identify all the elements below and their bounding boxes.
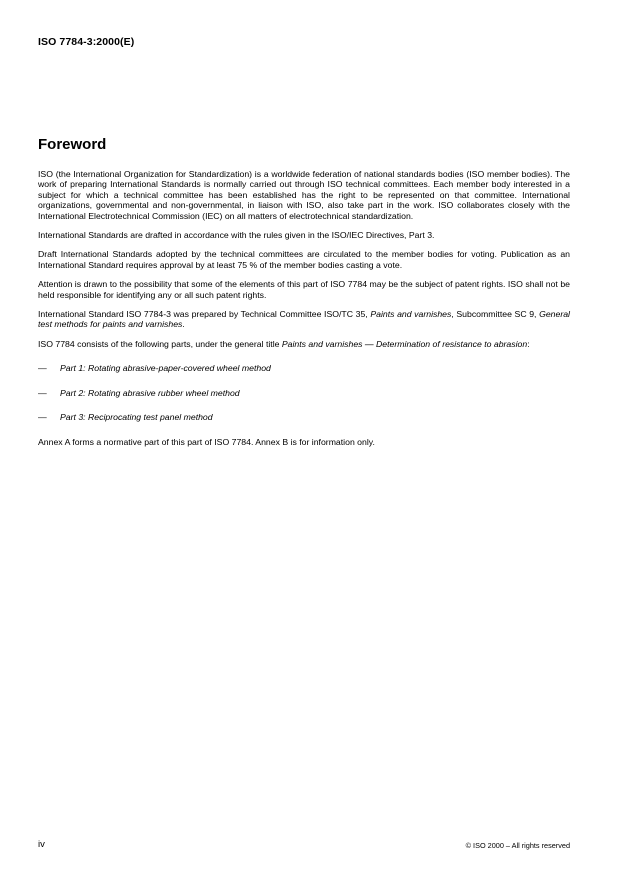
- dash-bullet: —: [38, 363, 47, 374]
- page-title: Foreword: [38, 136, 107, 153]
- paragraph-parts-intro: [38, 339, 570, 349]
- copyright-notice: © ISO 2000 – All rights reserved: [465, 841, 570, 850]
- foreword-body: [38, 169, 570, 456]
- paragraph-annex: Annex A forms a normative part of this part of ISO 7784. Annex B is for information only.: [38, 436, 375, 447]
- parts-intro-text: ISO 7784 consists of the following parts, under the general title: [38, 338, 282, 349]
- paragraph-patent: Attention is drawn to the possibility that some of the elements of this part of ISO 7784 may be the subject of patent rights. ISO shall not be held responsible for identifying any or all such patent rights.: [38, 279, 570, 300]
- paragraph-committee: [38, 309, 570, 330]
- general-title: Paints and varnishes — Determination of resistance to abrasion: [281, 338, 528, 349]
- document-id-header: ISO 7784-3:2000(E): [38, 36, 135, 48]
- list-item: [38, 412, 570, 422]
- page-number: iv: [38, 839, 45, 850]
- paragraph-iso-intro: ISO (the International Organization for Standardization) is a worldwide federation of national standards bodies (ISO member bodies). The work of preparing International Standards is normally carried out through ISO technical committees. Each member body interested in a subject for which a technical committee has been established has the right to be represented on that committee. International organizations, governmental and non-governmental, in liaison with ISO, also take part in the work. ISO collaborates closely with the International Electrotechnical Commission (IEC) on all matters of electrotechnical standardization.: [38, 169, 570, 221]
- committee-name: Paints and varnishes: [370, 309, 452, 320]
- committee-text-1: International Standard ISO 7784-3 was prepared by Technical Committee ISO/TC 35,: [38, 309, 371, 320]
- paragraph-directives: International Standards are drafted in accordance with the rules given in the ISO/IEC Directives, Part 3.: [38, 230, 435, 241]
- part-1-title: Part 1: Rotating abrasive-paper-covered wheel method: [60, 363, 271, 374]
- committee-text-2: , Subcommittee SC 9,: [451, 309, 540, 320]
- list-item: [38, 388, 570, 398]
- part-2-title: Part 2: Rotating abrasive rubber wheel method: [60, 387, 240, 398]
- part-3-title: Part 3: Reciprocating test panel method: [60, 412, 213, 423]
- list-item: [38, 363, 570, 373]
- parts-intro-colon: :: [527, 338, 530, 349]
- subcommittee-name: General test methods for paints and varnishes: [38, 309, 570, 330]
- paragraph-voting: Draft International Standards adopted by the technical committees are circulated to the member bodies for voting. Publication as an International Standard requires approval by at least 75 % of the member bodies casting a vote.: [38, 249, 570, 270]
- committee-text-3: .: [182, 319, 185, 330]
- dash-bullet: —: [38, 387, 47, 398]
- dash-bullet: —: [38, 412, 47, 423]
